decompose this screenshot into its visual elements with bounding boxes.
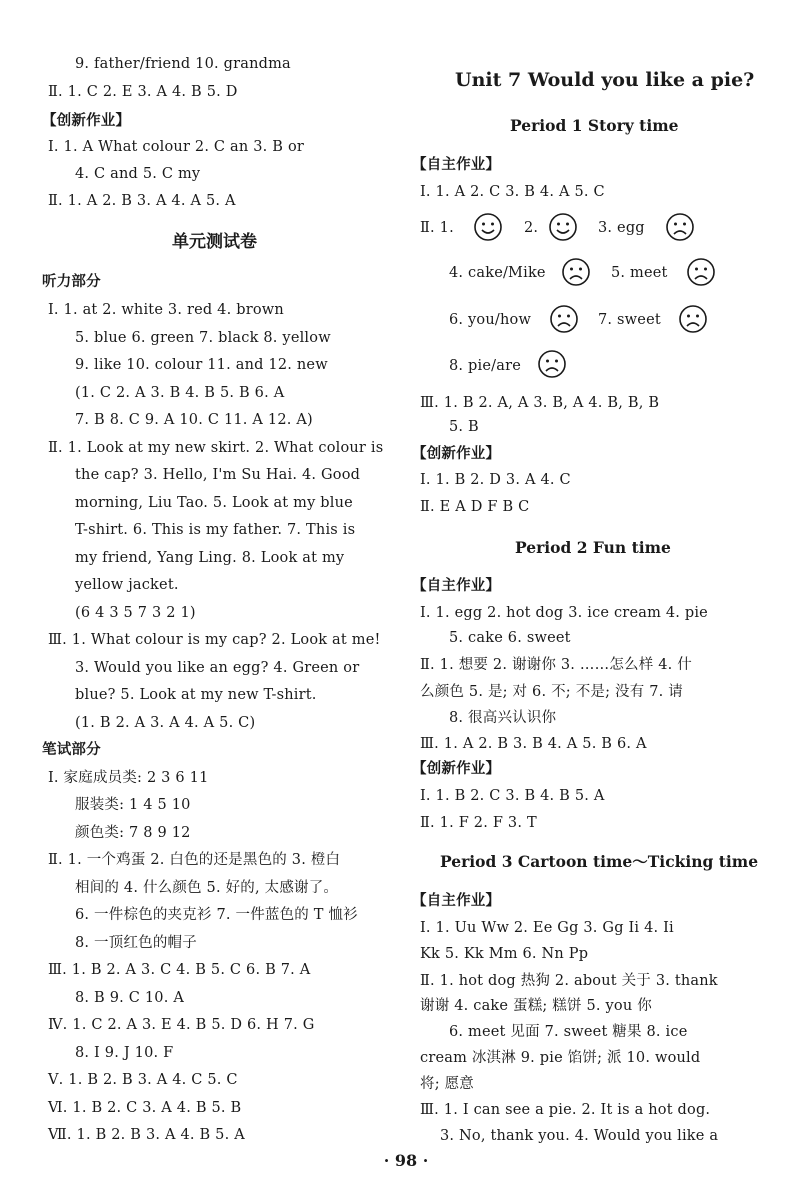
answer-line: 相间的 4. 什么颜色 5. 好的, 太感谢了。 xyxy=(75,880,339,896)
answer-line: Ⅱ. 1. 想要 2. 谢谢你 3. ……怎么样 4. 什 xyxy=(420,657,692,673)
answer-line: 7. sweet xyxy=(598,312,661,328)
answer-line: 5. B xyxy=(449,419,479,435)
answer-line: blue? 5. Look at my new T-shirt. xyxy=(75,687,317,703)
sad-face-icon xyxy=(561,257,591,287)
answer-line: 8. pie/are xyxy=(449,358,521,374)
answer-line: Ⅰ. 1. A What colour 2. C an 3. B or xyxy=(48,139,304,155)
page-number: · 98 · xyxy=(383,1151,429,1170)
answer-line: 3. No, thank you. 4. Would you like a xyxy=(440,1128,719,1144)
answer-line: 服装类: 1 4 5 10 xyxy=(75,797,191,813)
answer-line: Ⅰ. 1. B 2. D 3. A 4. C xyxy=(420,472,571,488)
answer-line: 5. cake 6. sweet xyxy=(449,630,571,646)
answer-line: Ⅱ. 1. C 2. E 3. A 4. B 5. D xyxy=(48,84,238,100)
answer-line: Ⅰ. 1. egg 2. hot dog 3. ice cream 4. pie xyxy=(420,605,708,621)
answer-line: 2. xyxy=(524,220,539,236)
answer-line: Ⅱ. 1. hot dog 热狗 2. about 关于 3. thank xyxy=(420,973,718,989)
answer-line: Ⅶ. 1. B 2. B 3. A 4. B 5. A xyxy=(48,1127,245,1143)
answer-line: Ⅱ. 1. 一个鸡蛋 2. 白色的还是黑色的 3. 橙白 xyxy=(48,852,341,868)
answer-line: Ⅰ. 1. Uu Ww 2. Ee Gg 3. Gg Ii 4. Ii xyxy=(420,920,674,936)
answer-line: the cap? 3. Hello, I'm Su Hai. 4. Good xyxy=(75,467,361,483)
answer-line: 6. meet 见面 7. sweet 糖果 8. ice xyxy=(449,1024,688,1040)
answer-line: Kk 5. Kk Mm 6. Nn Pp xyxy=(420,946,589,962)
answer-line: (6 4 3 5 7 3 2 1) xyxy=(75,605,196,621)
answer-line: Ⅰ. 1. at 2. white 3. red 4. brown xyxy=(48,302,284,318)
answer-line: yellow jacket. xyxy=(75,577,179,593)
answer-line: Ⅱ. 1. Look at my new skirt. 2. What colour is xyxy=(48,440,384,456)
answer-line: 7. B 8. C 9. A 10. C 11. A 12. A) xyxy=(75,412,313,428)
unit-test-title: 单元测试卷 xyxy=(172,232,257,252)
answer-line: Ⅰ. 家庭成员类: 2 3 6 11 xyxy=(48,770,209,786)
answer-line: 8. 很高兴认识你 xyxy=(449,710,557,726)
answer-line: 9. like 10. colour 11. and 12. new xyxy=(75,357,328,373)
period-3-title: Period 3 Cartoon time～Ticking time xyxy=(440,852,759,871)
answer-line: 8. 一顶红色的帽子 xyxy=(75,935,197,951)
smiley-face-icon xyxy=(548,212,578,242)
section-label-listening: 听力部分 xyxy=(42,273,101,290)
answer-line: Ⅲ. 1. B 2. A, A 3. B, A 4. B, B, B xyxy=(420,395,660,411)
section-label-chuangxin: 【创新作业】 xyxy=(412,760,501,777)
answer-line: 将; 愿意 xyxy=(420,1076,474,1092)
period-2-title: Period 2 Fun time xyxy=(515,538,671,557)
answer-line: Ⅳ. 1. C 2. A 3. E 4. B 5. D 6. H 7. G xyxy=(48,1017,315,1033)
sad-face-icon xyxy=(549,304,579,334)
smiley-face-icon xyxy=(473,212,503,242)
answer-line: (1. B 2. A 3. A 4. A 5. C) xyxy=(75,715,256,731)
answer-line: Ⅰ. 1. B 2. C 3. B 4. B 5. A xyxy=(420,788,605,804)
answer-line: 8. B 9. C 10. A xyxy=(75,990,184,1006)
answer-line: 5. blue 6. green 7. black 8. yellow xyxy=(75,330,331,346)
answer-line: 4. C and 5. C my xyxy=(75,166,201,182)
answer-line: T-shirt. 6. This is my father. 7. This is xyxy=(75,522,356,538)
answer-line: Ⅱ. 1. xyxy=(420,220,454,236)
answer-line: 么颜色 5. 是; 对 6. 不; 不是; 没有 7. 请 xyxy=(420,684,683,700)
answer-line: Ⅱ. 1. A 2. B 3. A 4. A 5. A xyxy=(48,193,236,209)
answer-line: (1. C 2. A 3. B 4. B 5. B 6. A xyxy=(75,385,285,401)
sad-face-icon xyxy=(678,304,708,334)
answer-line: Ⅰ. 1. A 2. C 3. B 4. A 5. C xyxy=(420,184,605,200)
answer-line: cream 冰淇淋 9. pie 馅饼; 派 10. would xyxy=(420,1050,701,1066)
answer-line: 9. father/friend 10. grandma xyxy=(75,56,291,72)
answer-line: 5. meet xyxy=(611,265,668,281)
sad-face-icon xyxy=(537,349,567,379)
section-label-zizhu: 【自主作业】 xyxy=(412,156,501,173)
answer-line: 谢谢 4. cake 蛋糕; 糕饼 5. you 你 xyxy=(420,998,652,1014)
answer-line: 3. egg xyxy=(598,220,645,236)
answer-line: 颜色类: 7 8 9 12 xyxy=(75,825,191,841)
answer-line: my friend, Yang Ling. 8. Look at my xyxy=(75,550,345,566)
sad-face-icon xyxy=(665,212,695,242)
section-label-zizhu: 【自主作业】 xyxy=(412,892,501,909)
answer-line: 6. 一件棕色的夹克衫 7. 一件蓝色的 T 恤衫 xyxy=(75,907,358,923)
section-label-chuangxin: 【创新作业】 xyxy=(412,445,501,462)
section-label-written: 笔试部分 xyxy=(42,741,101,758)
answer-line: Ⅴ. 1. B 2. B 3. A 4. C 5. C xyxy=(48,1072,238,1088)
section-label-zizhu: 【自主作业】 xyxy=(412,577,501,594)
answer-line: Ⅵ. 1. B 2. C 3. A 4. B 5. B xyxy=(48,1100,242,1116)
answer-line: 6. you/how xyxy=(449,312,532,328)
unit-title: Unit 7 Would you like a pie? xyxy=(455,69,755,91)
sad-face-icon xyxy=(686,257,716,287)
answer-line: Ⅱ. E A D F B C xyxy=(420,499,530,515)
section-label-chuangxin: 【创新作业】 xyxy=(42,112,131,129)
answer-line: morning, Liu Tao. 5. Look at my blue xyxy=(75,495,353,511)
period-1-title: Period 1 Story time xyxy=(510,116,679,135)
answer-line: 3. Would you like an egg? 4. Green or xyxy=(75,660,360,676)
answer-line: Ⅲ. 1. What colour is my cap? 2. Look at me! xyxy=(48,632,381,648)
answer-line: 4. cake/Mike xyxy=(449,265,546,281)
answer-line: Ⅲ. 1. I can see a pie. 2. It is a hot dog. xyxy=(420,1102,711,1118)
answer-line: 8. I 9. J 10. F xyxy=(75,1045,174,1061)
answer-line: Ⅱ. 1. F 2. F 3. T xyxy=(420,815,537,831)
answer-line: Ⅲ. 1. B 2. A 3. C 4. B 5. C 6. B 7. A xyxy=(48,962,311,978)
answer-line: Ⅲ. 1. A 2. B 3. B 4. A 5. B 6. A xyxy=(420,736,647,752)
